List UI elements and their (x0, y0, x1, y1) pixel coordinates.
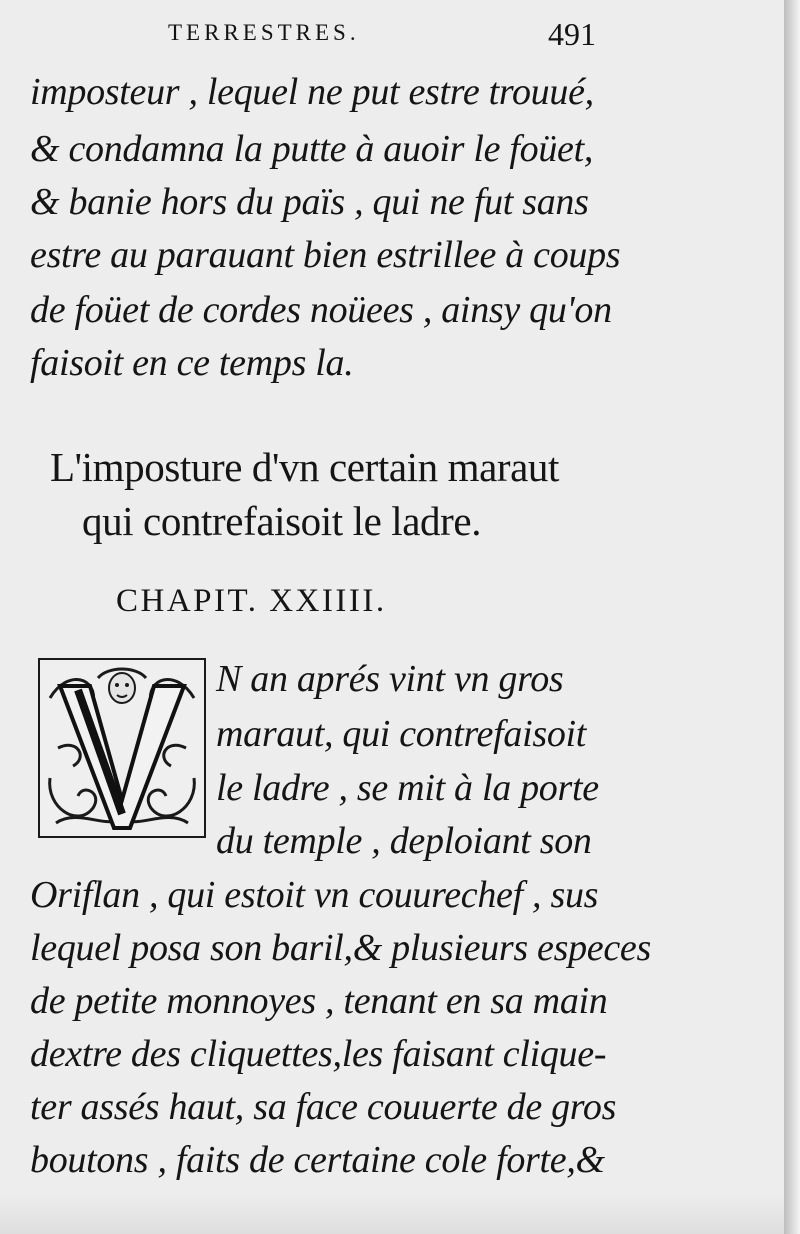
text-line: le ladre , se mit à la porte (216, 767, 599, 809)
page-edge (784, 0, 800, 1234)
chapter-number: CHAPIT. XXIIII. (116, 583, 387, 619)
text-line: N an aprés vint vn gros (216, 658, 564, 700)
text-line: faisoit en ce temps la. (30, 342, 354, 384)
text-line: de foüet de cordes noüees , ainsy qu'on (30, 289, 612, 331)
ornamental-drop-cap-v-icon (38, 658, 206, 838)
text-line: estre au parauant bien estrillee à coups (30, 234, 621, 276)
text-line: maraut, qui contrefaisoit (216, 713, 587, 755)
page-bottom-shading (0, 1194, 784, 1234)
text-line: imposteur , lequel ne put estre trouué, (30, 71, 594, 113)
text-line: Oriflan , qui estoit vn couurechef , sus (30, 874, 599, 916)
text-line: boutons , faits de certaine cole forte,& (30, 1139, 605, 1181)
text-line: & banie hors du païs , qui ne fut sans (30, 181, 589, 223)
running-head: TERRESTRES. (168, 20, 360, 45)
text-line: dextre des cliquettes,les faisant clique- (30, 1033, 607, 1075)
text-line: ter assés haut, sa face couuerte de gros (30, 1086, 617, 1128)
text-line: & condamna la putte à auoir le foüet, (30, 128, 594, 170)
chapter-title-line: L'imposture d'vn certain maraut (50, 444, 560, 490)
page-number: 491 (548, 16, 596, 52)
chapter-title-line: qui contrefaisoit le ladre. (82, 498, 482, 544)
drop-cap (38, 658, 206, 838)
text-line: de petite monnoyes , tenant en sa main (30, 980, 608, 1022)
text-line: du temple , deploiant son (216, 820, 592, 862)
text-line: lequel posa son baril,& plusieurs especes (30, 927, 651, 969)
